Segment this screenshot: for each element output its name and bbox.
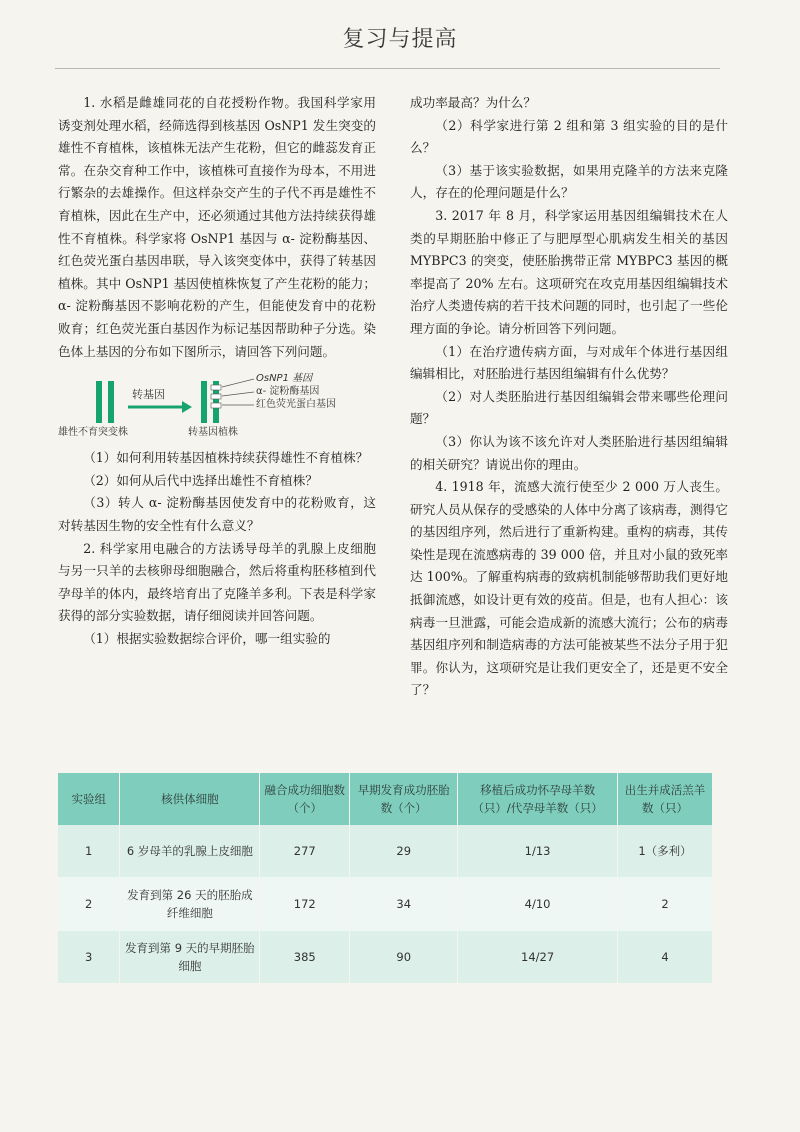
question-1-part-1: （1）如何利用转基因植株持续获得雄性不育植株？ <box>83 450 369 466</box>
left-column <box>58 92 376 650</box>
question-2-part-1: （1）根据实验数据综合评价，哪一组实验的 <box>83 630 331 646</box>
table-cell: 14/27 <box>458 931 618 983</box>
table-header: 融合成功细胞数（个） <box>260 773 350 825</box>
question-2-part-1-continued: 成功率最高？为什么？ <box>410 95 536 110</box>
question-2-part-2: （2）科学家进行第 2 组和第 3 组实验的目的是什么？ <box>410 117 728 156</box>
table-cell: 172 <box>260 877 350 931</box>
chromosome-bar-3 <box>201 381 207 423</box>
question-4-text: 4. 1918 年，流感大流行使至少 2 000 万人丧生。研究人员从保存的受感染的人体中分离了该病毒，测得它的基因组序列，然后进行了重新构建。重构的病毒，其传染性是现在流感病毒的 39 000 倍，并且对小鼠的致死率达 100%。了解重构病毒的致病机制能够帮助我们更好地抵御流感，如设计更有效的疫苗。但是，也有人担心：该病毒一旦泄露，可能会造成新的流感大流行；公布的病毒基因组序列和制造病毒的方法可能被某些不法分子用于犯罪。你认为，这项研究是让我们更安全了，还是更不安全了？ <box>410 479 728 698</box>
table-header: 出生并成活羔羊数（只） <box>618 773 713 825</box>
chromosome-bar-2 <box>108 381 114 423</box>
question-1-text: 1. 水稻是雌雄同花的自花授粉作物。我国科学家用诱变剂处理水稻，经筛选得到核基因 OsNP1 发生突变的雄性不育植株，该植株无法产生花粉，但它的雌蕊发育正常。在杂交育种工作中，该植株可直接作为母本，不用进行繁杂的去雄操作。但这样杂交产生的子代不再是雄性不育植株，因此在生产中，还必须通过其他方法持续获得雄性不育植株。科学家将 OsNP1 基因与 α- 淀粉酶基因、红色荧光蛋白基因串联，导入该突变体中，获得了转基因植株。其中 OsNP1 基因使植株恢复了产生花粉的能力；α- 淀粉酶基因不影响花粉的产生，但能使发育中的花粉败育；红色荧光蛋白基因作为标记基因帮助种子分选。染色体上基因的分布如下图所示，请回答下列问题。 <box>58 95 376 359</box>
table-cell: 29 <box>350 825 458 877</box>
table-cell: 1/13 <box>458 825 618 877</box>
page-title: 复习与提高 <box>342 27 458 52</box>
table-cell: 1 <box>58 825 120 877</box>
right-column <box>410 92 728 702</box>
question-2-text: 2. 科学家用电融合的方法诱导母羊的乳腺上皮细胞与另一只羊的去核卵母细胞融合，然后将重构胚移植到代孕母羊的体内，最终培育出了克隆羊多利。下表是科学家获得的部分实验数据，请仔细阅读并回答问题。 <box>58 540 376 624</box>
question-2-part-3: （3）基于该实验数据，如果用克隆羊的方法来克隆人，存在的伦理问题是什么？ <box>410 162 728 201</box>
gene-pointer-2 <box>222 392 254 396</box>
table-cell: 385 <box>260 931 350 983</box>
gene-pointer-1 <box>222 379 254 387</box>
question-3-part-1: （1）在治疗遗传病方面，与对成年个体进行基因组编辑相比，对胚胎进行基因组编辑有什么优势？ <box>410 343 728 382</box>
table-cell: 2 <box>58 877 120 931</box>
table-row <box>58 931 713 983</box>
table-header: 核供体细胞 <box>120 773 260 825</box>
question-1-part-3: （3）转人 α- 淀粉酶基因使发育中的花粉败育，这对转基因生物的安全性有什么意义？ <box>58 495 376 533</box>
table-row <box>58 825 713 877</box>
table-cell: 发育到第 26 天的胚胎成纤维细胞 <box>120 877 260 931</box>
gene-marker-osnp1 <box>211 385 221 390</box>
title-divider <box>55 68 720 69</box>
transfer-arrow-head <box>182 401 192 413</box>
gene-label-osnp1: OsNP1 基因 <box>256 373 313 385</box>
transgenic-plant-label: 转基因植株 <box>188 427 238 439</box>
table-cell: 1（多利） <box>618 825 713 877</box>
question-3-part-2: （2）对人类胚胎进行基因组编辑会带来哪些伦理问题？ <box>410 388 728 427</box>
table-header: 早期发育成功胚胎数（个） <box>350 773 458 825</box>
chromosome-diagram <box>58 371 376 441</box>
experiment-data-table <box>58 773 713 983</box>
table-cell: 6 岁母羊的乳腺上皮细胞 <box>120 825 260 877</box>
question-3-part-3: （3）你认为该不该允许对人类胚胎进行基因组编辑的相关研究？请说出你的理由。 <box>410 433 728 472</box>
table-header: 移植后成功怀孕母羊数（只）/代孕母羊数（只） <box>458 773 618 825</box>
gene-label-amylase: α- 淀粉酶基因 <box>256 386 320 398</box>
gene-label-fluorescent: 红色荧光蛋白基因 <box>256 399 336 411</box>
gene-marker-fluorescent <box>211 403 221 408</box>
table-cell: 2 <box>618 877 713 931</box>
gene-marker-amylase <box>211 394 221 399</box>
table-cell: 3 <box>58 931 120 983</box>
question-3-text: 3. 2017 年 8 月，科学家运用基因组编辑技术在人类的早期胚胎中修正了与肥厚型心肌病发生相关的基因 MYBPC3 的突变，使胚胎携带正常 MYBPC3 基因的概率提高了 20% 左右。这项研究在攻克用基因组编辑技术治疗人类遗传病的若干技术问题的同时，也引起了一些伦理方面的争论。请分析回答下列问题。 <box>410 207 728 336</box>
table-cell: 4/10 <box>458 877 618 931</box>
chromosome-bar-1 <box>96 381 102 423</box>
table-cell: 90 <box>350 931 458 983</box>
transfer-arrow-label: 转基因 <box>132 388 165 402</box>
mutant-plant-label: 雄性不育突变株 <box>58 427 128 439</box>
table-header: 实验组 <box>58 773 120 825</box>
table-cell: 4 <box>618 931 713 983</box>
table-cell: 发育到第 9 天的早期胚胎细胞 <box>120 931 260 983</box>
table-row <box>58 877 713 931</box>
table-header-row <box>58 773 713 825</box>
table-cell: 34 <box>350 877 458 931</box>
question-1-part-2: （2）如何从后代中选择出雄性不育植株？ <box>83 472 318 488</box>
table-cell: 277 <box>260 825 350 877</box>
